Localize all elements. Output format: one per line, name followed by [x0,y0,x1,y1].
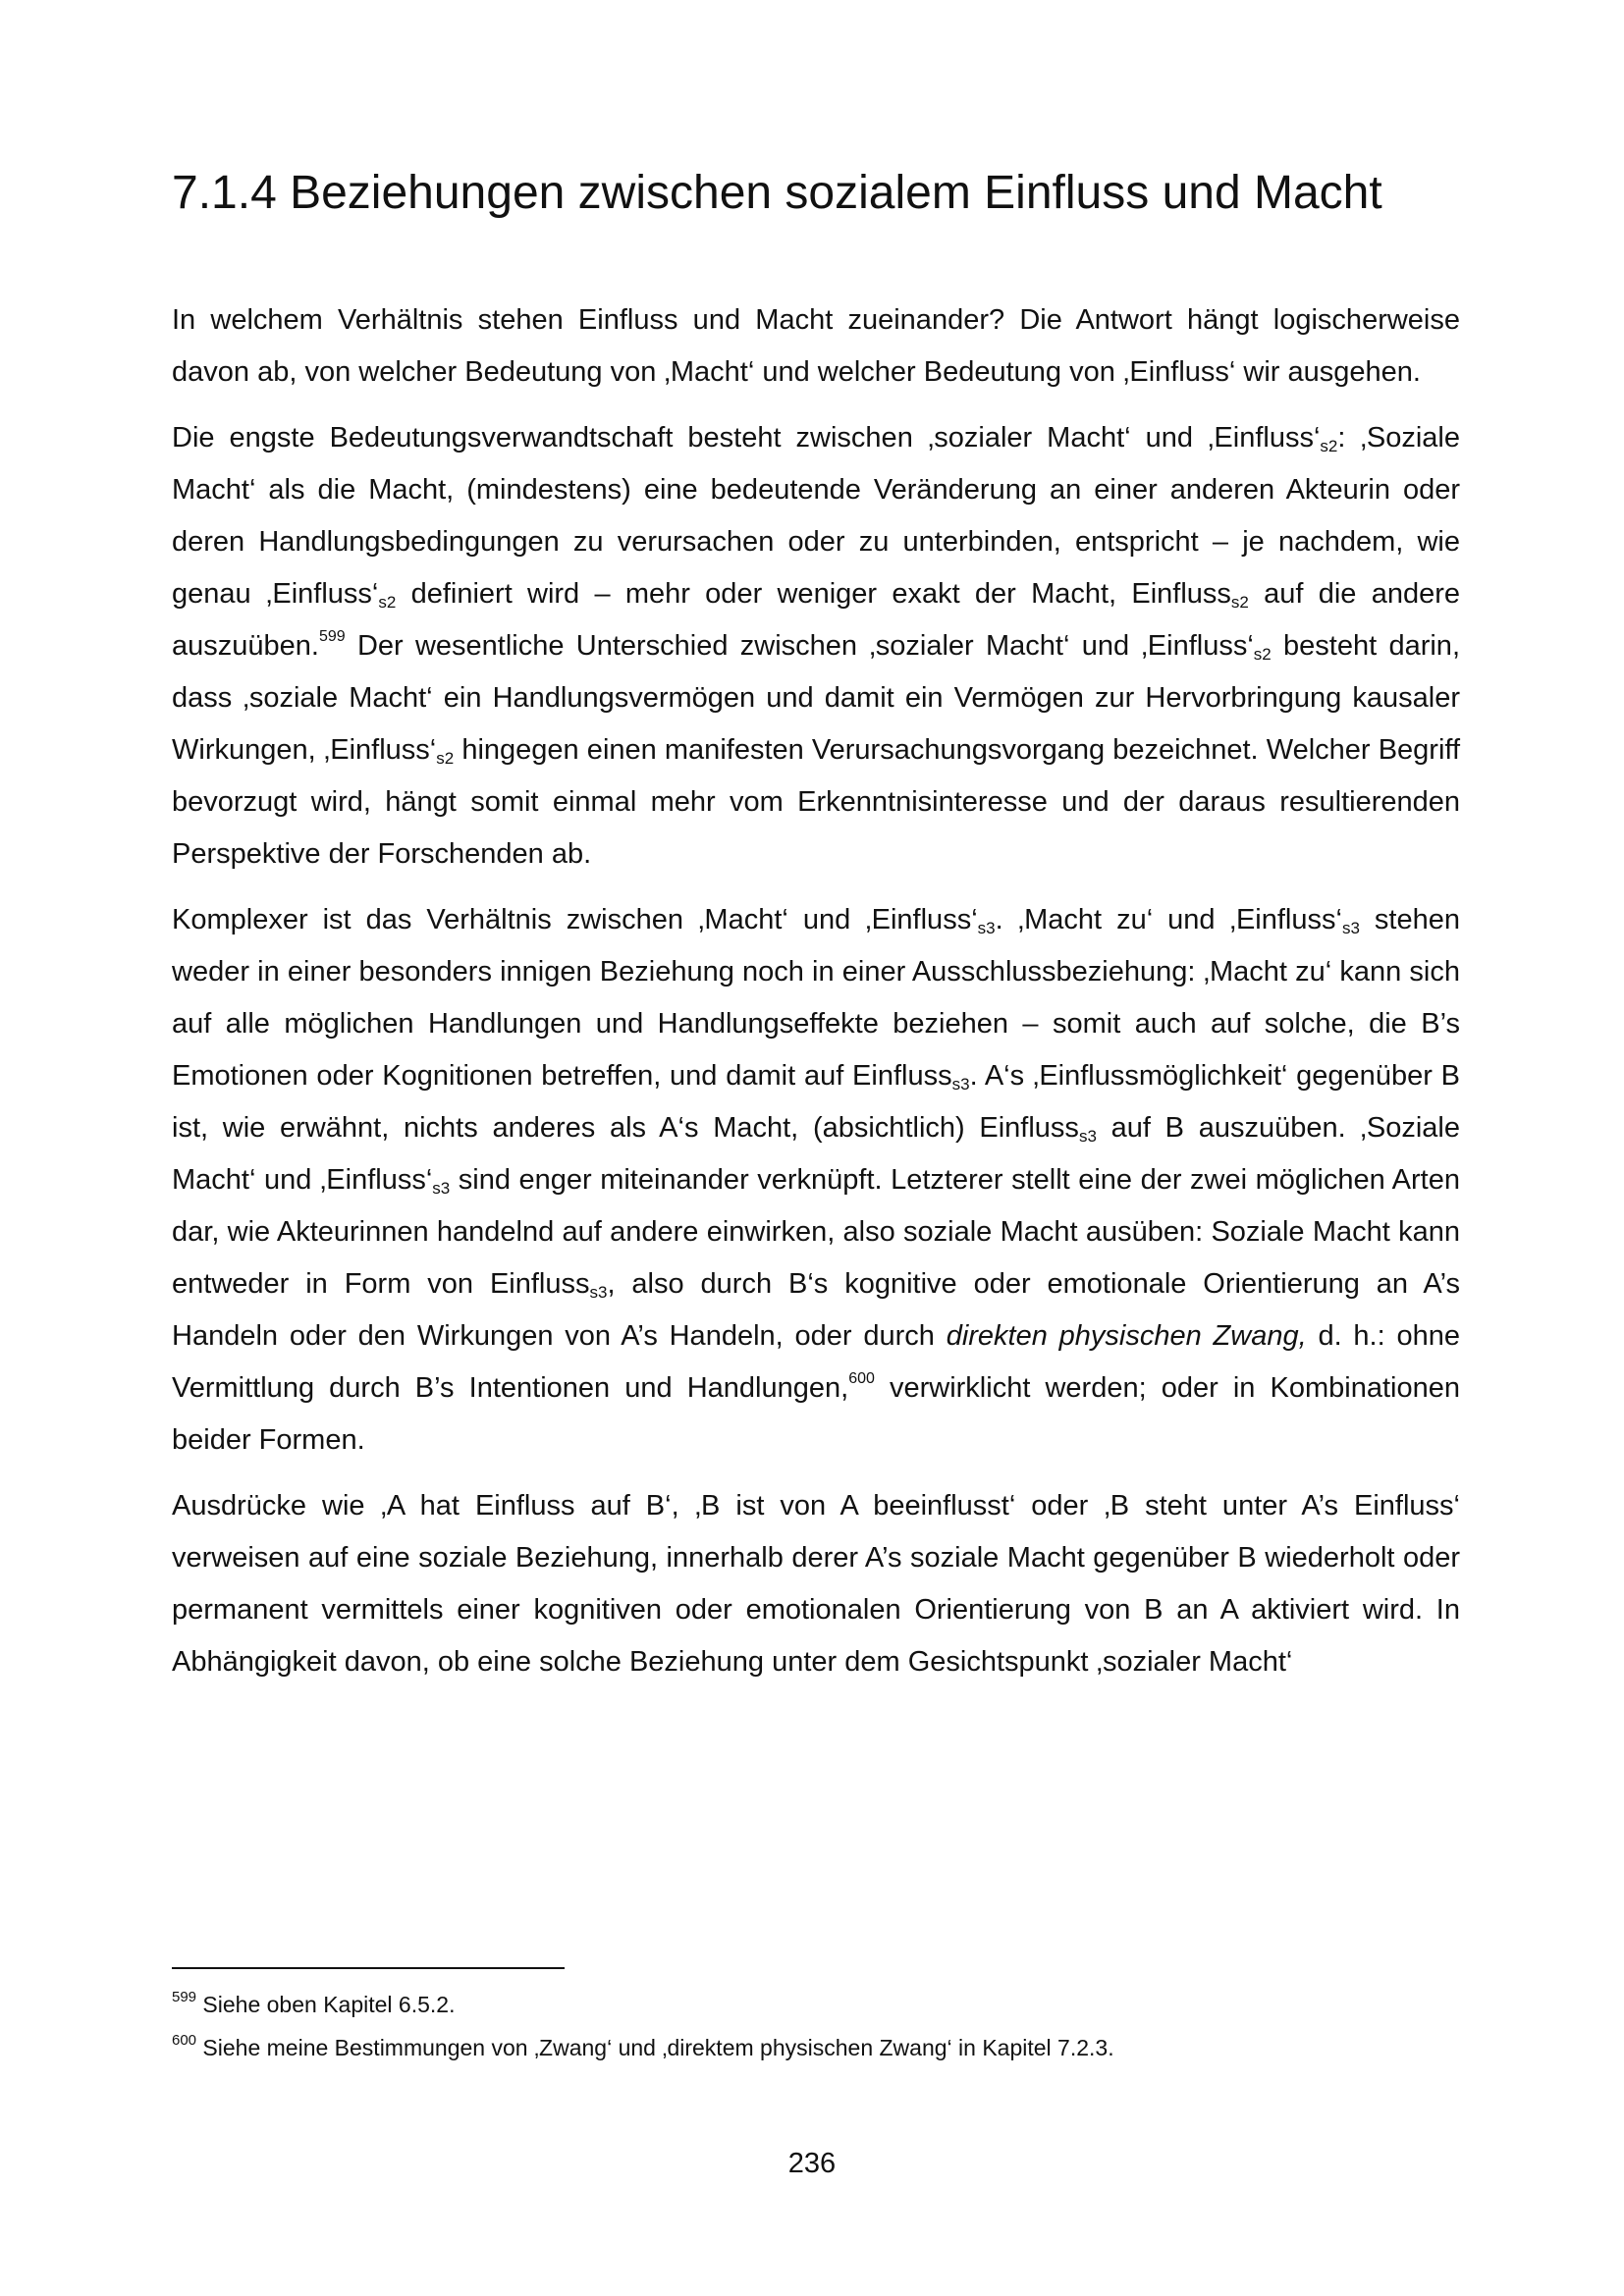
footnote-600 [172,2026,1460,2069]
text-run: . A‘s ‚Einflussmöglichkeit‘ gegenüber B ist, wie erwähnt, nichts anderes als A‘s Macht, (absichtlich) Einfluss [172,1060,1460,1144]
body-text [172,294,1460,1702]
footnote-ref-600[interactable]: 600 [848,1370,875,1387]
footnote-text: Siehe meine Bestimmungen von ‚Zwang‘ und ‚direktem physischen Zwang‘ in Kapitel 7.2.3. [196,2035,1114,2060]
text-run: sind enger miteinander verknüpft. Letzterer stellt eine der zwei möglichen Arten dar, wie Akteurinnen handelnd auf andere einwirken, also soziale Macht ausüben: Soziale Macht kann entweder in Form von Einfluss [172,1164,1460,1300]
paragraph-1: In welchem Verhältnis stehen Einfluss und Macht zueinander? Die Antwort hängt logischerweise davon ab, von welcher Bedeutung von ‚Macht‘ und welcher Bedeutung von ‚Einfluss‘ wir ausgehen. [172,304,1460,388]
subscript: s2 [1320,437,1338,455]
text-run: . ‚Macht zu‘ und ‚Einfluss‘ [995,904,1342,935]
paragraph-3 [172,894,1460,1467]
footnotes [172,1983,1460,2069]
text-run: Der wesentliche Unterschied zwischen ‚sozialer Macht‘ und ‚Einfluss‘ [345,630,1254,662]
section-heading: 7.1.4 Beziehungen zwischen sozialem Einfluss und Macht [172,167,1382,219]
text-run: Komplexer ist das Verhältnis zwischen ‚Macht‘ und ‚Einfluss‘ [172,904,978,935]
subscript: s3 [951,1075,970,1094]
text-run: : ‚Soziale Macht‘ als die Macht, (mindestens) eine bedeutende Veränderung an einer anderen Akteurin oder deren Handlungsbedingungen zu verursachen oder zu unterbinden, entspricht – je nachdem, wie genau ‚Einfluss‘ [172,422,1461,610]
subscript: s2 [436,749,455,768]
text-run: hingegen einen manifesten Verursachungsvorgang bezeichnet. Welcher Begriff bevorzugt wird, hängt somit einmal mehr vom Erkenntnisinteresse und der daraus resultierenden Perspektive der Forschenden ab. [172,734,1460,870]
footnote-ref-599[interactable]: 599 [318,628,346,645]
emphasis-text: direkten physischen Zwang, [946,1320,1307,1352]
subscript: s3 [1078,1127,1097,1146]
text-run: besteht darin, dass ‚soziale Macht‘ ein Handlungsvermögen und damit ein Vermögen zur Hervorbringung kausaler Wirkungen, ‚Einfluss‘ [172,630,1460,766]
text-run: definiert wird – mehr oder weniger exakt der Macht, Einfluss [396,578,1231,610]
text-run: d. h.: ohne Vermittlung durch B’s Intentionen und Handlungen, [172,1320,1460,1404]
subscript: s3 [589,1283,608,1302]
text-run: auf B auszuüben. ‚Soziale Macht‘ und ‚Einfluss‘ [172,1112,1460,1196]
text-run: Die engste Bedeutungsverwandtschaft besteht zwischen ‚sozialer Macht‘ und ‚Einfluss‘ [172,422,1321,454]
subscript: s3 [977,919,996,937]
subscript: s2 [378,593,397,612]
paragraph-4: Ausdrücke wie ‚A hat Einfluss auf B‘, ‚B ist von A beeinflusst‘ oder ‚B steht unter A’s Einfluss‘ verweisen auf eine soziale Beziehung, innerhalb derer A’s soziale Macht gegenüber B wiederholt oder permanent vermittels einer kognitiven oder emotionalen Orientierung von B an A aktiviert wird. In Abhängigkeit davon, ob eine solche Beziehung unter dem Gesichtspunkt ‚sozialer Macht‘ [172,1490,1460,1678]
footnote-text: Siehe oben Kapitel 6.5.2. [196,1992,456,2017]
footnote-number: 599 [172,1989,197,2005]
subscript: s2 [1253,645,1272,664]
text-run: stehen weder in einer besonders innigen Beziehung noch in einer Ausschlussbeziehung: ‚Macht zu‘ kann sich auf alle möglichen Handlungen und Handlungseffekte beziehen – somit auch auf solche, die B’s Emotionen oder Kognitionen betreffen, und damit auf Einfluss [172,904,1460,1092]
subscript: s2 [1230,593,1249,612]
text-run: verwirklicht werden; oder in Kombinationen beider Formen. [172,1372,1460,1456]
footnote-number: 600 [172,2032,197,2049]
paragraph-2 [172,412,1460,881]
footnote-599 [172,1983,1460,2026]
text-run: auf die andere auszuüben. [172,578,1461,662]
page-number: 236 [787,2148,837,2179]
footnote-divider [172,1967,565,1969]
text-run: , also durch B‘s kognitive oder emotionale Orientierung an A’s Handeln oder den Wirkungen von A’s Handeln, oder durch [172,1268,1460,1352]
subscript: s3 [432,1179,451,1198]
subscript: s3 [1341,919,1360,937]
